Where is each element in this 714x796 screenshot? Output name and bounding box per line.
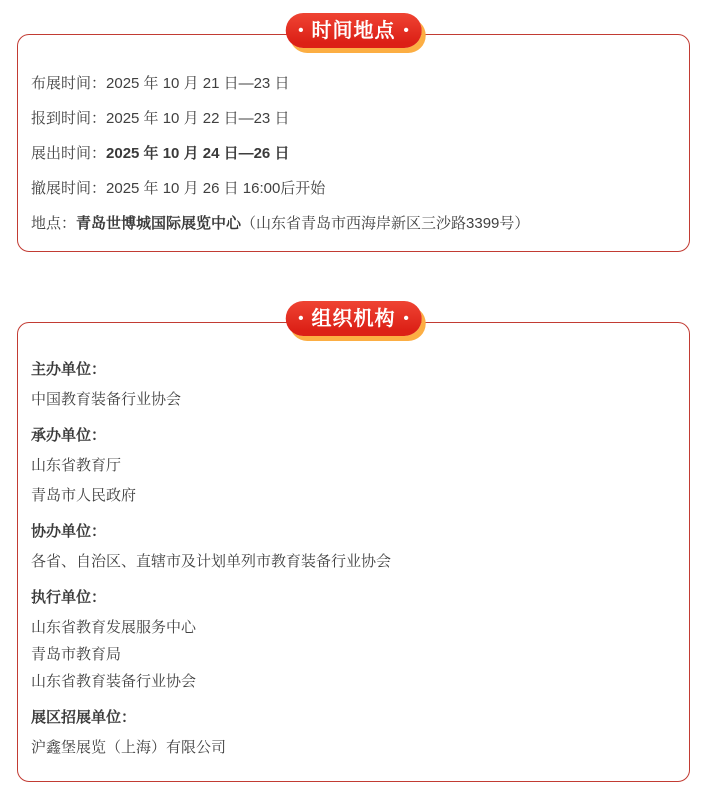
co-organizer-unit-label: 协办单位：: [31, 523, 107, 540]
executive-unit-item: 山东省教育发展服务中心: [31, 619, 197, 636]
setup-time-label: 布展时间：: [31, 75, 107, 92]
setup-time-value: 2025 年 10 月 21 日—23 日: [106, 75, 290, 92]
organizer-unit-item: 山东省教育厅: [31, 457, 122, 474]
venue-label: 地点：: [31, 215, 77, 232]
host-unit-item: 中国教育装备行业协会: [31, 391, 182, 408]
exhibit-recruiting-unit-item: 沪鑫堡展览（上海）有限公司: [31, 739, 227, 756]
badge-title: 时间地点: [311, 19, 396, 42]
registration-time-value: 2025 年 10 月 22 日—23 日: [106, 110, 290, 127]
organization-box: [17, 322, 690, 782]
co-organizer-unit-item: 各省、自治区、直辖市及计划单列市教育装备行业协会: [31, 553, 392, 570]
teardown-time-value: 2025 年 10 月 26 日 16:00后开始: [106, 180, 326, 197]
venue-name: 青岛世博城国际展览中心: [76, 215, 242, 232]
venue-row: [31, 213, 674, 235]
organization-section: [17, 307, 690, 782]
badge-dot-icon: •: [298, 22, 304, 39]
executive-unit-item: 青岛市教育局: [31, 646, 122, 663]
time-location-box: [17, 34, 690, 252]
setup-time-row: [31, 73, 674, 95]
time-location-badge: [285, 13, 422, 48]
host-unit-label: 主办单位：: [31, 361, 107, 378]
teardown-time-label: 撤展时间：: [31, 180, 107, 197]
teardown-time-row: [31, 178, 674, 200]
venue-address: （山东省青岛市西海岸新区三沙路3399号）: [241, 215, 530, 232]
exhibit-recruiting-unit-label: 展区招展单位：: [31, 709, 137, 726]
exhibition-time-label: 展出时间：: [31, 145, 107, 162]
executive-unit-label: 执行单位：: [31, 589, 107, 606]
organizer-unit-label: 承办单位：: [31, 427, 107, 444]
badge-dot-icon: •: [403, 22, 409, 39]
organization-badge: [285, 301, 422, 336]
registration-time-label: 报到时间：: [31, 110, 107, 127]
time-location-section: [17, 19, 690, 252]
exhibition-time-value: 2025 年 10 月 24 日—26 日: [106, 145, 290, 162]
badge-dot-icon: •: [298, 310, 304, 327]
badge-title: 组织机构: [311, 307, 396, 330]
registration-time-row: [31, 108, 674, 130]
organizer-unit-item: 青岛市人民政府: [31, 487, 137, 504]
badge-dot-icon: •: [403, 310, 409, 327]
executive-unit-item: 山东省教育装备行业协会: [31, 673, 197, 690]
exhibition-time-row: [31, 143, 674, 165]
